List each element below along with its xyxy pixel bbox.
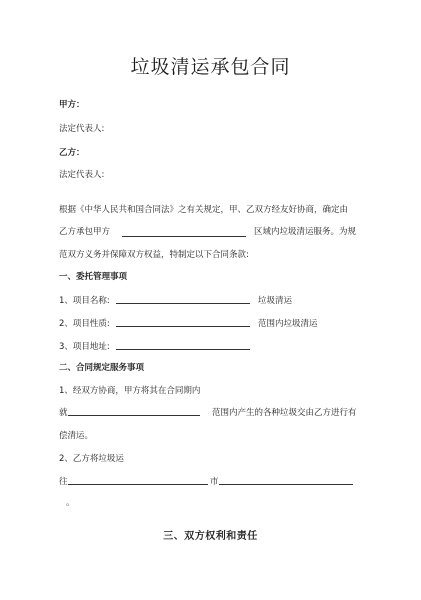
city-blank — [219, 484, 353, 485]
service-clause-2: 2、乙方将垃圾运 — [59, 454, 124, 464]
party-a-label: 甲方： — [59, 100, 85, 110]
party-b-label: 乙方： — [59, 148, 85, 158]
service-clause-2-end: 。 — [66, 498, 75, 508]
section-3-title: 三、双方权利和责任 — [163, 531, 258, 542]
intro-line-1: 根据《中华人民共和国合同法》之有关规定，甲、乙双方经友好协商，确定由 — [59, 205, 349, 215]
service-scope-blank — [68, 415, 200, 416]
item-3-label: 3、项目地址: — [59, 342, 110, 352]
service-clause-1-end: 偿清运。 — [59, 431, 94, 441]
intro-line-3: 范双方义务并保障双方权益，特制定以下合同条款: — [59, 250, 249, 260]
service-clause-1-prefix: 就 — [59, 408, 68, 418]
intro-line-2-prefix: 乙方承包甲方 — [59, 227, 111, 237]
section-2-title: 二、合同规定服务事项 — [59, 363, 145, 373]
project-nature-blank — [116, 326, 250, 327]
party-b-representative-label: 法定代表人: — [59, 170, 105, 180]
service-clause-1-suffix: 范围内产生的各种垃圾交由乙方进行有 — [212, 408, 357, 418]
project-address-blank — [116, 349, 250, 350]
contract-area-blank — [122, 236, 246, 237]
disposal-destination-blank — [68, 484, 208, 485]
item-2-label: 2、项目性质: — [59, 319, 110, 329]
item-2-value: 范围内垃圾清运 — [258, 319, 318, 329]
item-1-label: 1、项目名称: — [59, 296, 110, 306]
project-name-blank — [116, 303, 250, 304]
item-1-value: 垃圾清运 — [258, 296, 293, 306]
intro-line-2-suffix: 区域内垃圾清运服务。为规 — [254, 227, 357, 237]
party-a-representative-label: 法定代表人: — [59, 124, 105, 134]
service-clause-2-city: 市 — [210, 477, 219, 487]
section-1-title: 一、委托管理事项 — [59, 272, 128, 282]
document-title: 垃圾清运承包合同 — [130, 56, 291, 78]
service-clause-2-prefix: 往 — [59, 477, 68, 487]
service-clause-1: 1、经双方协商，甲方将其在合同期内 — [59, 386, 201, 396]
